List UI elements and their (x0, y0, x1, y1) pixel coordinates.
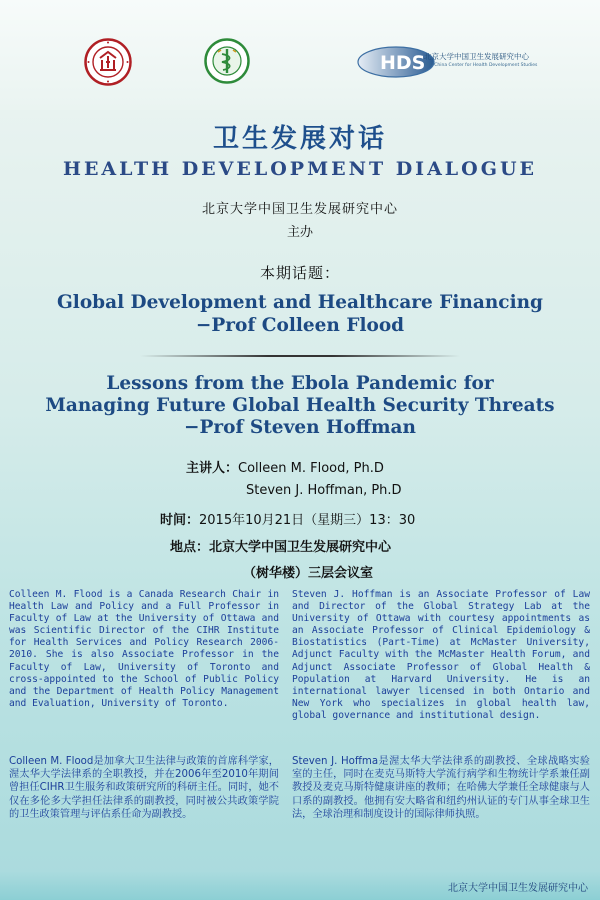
talk-1-line-1: Global Development and Healthcare Financing (57, 292, 543, 313)
host-role: 主办 (286, 225, 313, 240)
pku-health-science-logo (204, 38, 250, 84)
event-venue (170, 536, 391, 555)
hds-logo (356, 44, 586, 80)
time-value: 2015年10月21日（星期三）13：30 (199, 513, 416, 528)
speaker-2: Steven J. Hoffman, Ph.D (246, 483, 402, 498)
pku-seal-logo (84, 38, 132, 86)
bio-hoffman-cn: Steven J. Hoffma是渥太华大学法律系的副教授、全球战略实验室的主任，同时在麦克马斯特大学流行病学和生物统计学系兼任副教授及麦克马斯特健康讲座的教师；在哈佛大学兼任全球健康与人口系的副教授。他拥有安大略省和纽约州认证的专门从事全球卫生法，全球治理和制度设计的国际律师执照。 (292, 756, 590, 820)
page-title-cn: 卫生发展对话 (212, 124, 387, 154)
footer-organization: 北京大学中国卫生发展研究中心 (448, 883, 588, 894)
speaker-line-2 (246, 483, 402, 498)
topic-label: 本期话题： (259, 264, 340, 282)
bio-hoffman-en: Steven J. Hoffman is an Associate Professor of Law and Director of the Global Strategy Lab at the University of Ottawa with courtesy appointments as an Associate Professor of Clinical Epidemiology & Biostatistics (Part-Time) at McMaster University, Adjunct Faculty with the McMaster Health Forum, and Adjunct Associate Professor of Global Health & Population at Harvard University. He is an international lawyer licensed in both Ontario and New York who specializes in global health law, global governance and institutional design. (292, 589, 590, 721)
talk-1-speaker: −Prof Colleen Flood (195, 315, 405, 336)
talk-2-line-2: Managing Future Global Health Security Threats (45, 395, 555, 416)
event-venue-room: （树华楼）三层会议室 (243, 566, 374, 581)
hds-name-cn: 北京大学中国卫生发展研究中心 (424, 52, 529, 61)
talk-2-title (0, 373, 600, 439)
hds-name-en: PKU China Center for Health Development Studies (424, 63, 538, 68)
talk-2-line-1: Lessons from the Ebola Pandemic for (106, 373, 494, 394)
time-label: 时间： (160, 513, 200, 528)
bio-flood-en: Colleen M. Flood is a Canada Research Chair in Health Law and Policy and a Full Professor in Faculty of Law at the University of Ottawa and was Scientific Director of the CIHR Institute for Health Services and Policy Research 2006-2010. She is also Associate Professor in the Faculty of Law, University of Toronto and cross-appointed to the School of Public Policy and the Department of Health Policy Management and Evaluation, University of Toronto. (9, 589, 279, 709)
host-organization: 北京大学中国卫生发展研究中心 (201, 202, 398, 217)
event-time (160, 509, 415, 528)
hds-mark: HDS (380, 52, 426, 74)
talk-1-title (0, 291, 600, 337)
divider (140, 355, 460, 357)
venue-value: 北京大学中国卫生发展研究中心 (209, 540, 392, 555)
speaker-line-1 (186, 457, 384, 476)
page-title-en: HEALTH DEVELOPMENT DIALOGUE (63, 158, 537, 180)
venue-label: 地点： (170, 540, 210, 555)
speaker-1: Colleen M. Flood, Ph.D (238, 461, 384, 476)
talk-2-speaker: −Prof Steven Hoffman (184, 417, 416, 438)
speaker-label: 主讲人： (186, 461, 239, 476)
bio-flood-cn: Colleen M. Flood是加拿大卫生法律与政策的首席科学家，渥太华大学法律系的全职教授，并在2006年至2010年期间曾担任CIHR卫生服务和政策研究所的科研主任。同时，她不仅在多伦多大学担任法律系的副教授，同时被公共政策学院的卫生政策管理与评估系任命为副教授。 (9, 756, 279, 820)
